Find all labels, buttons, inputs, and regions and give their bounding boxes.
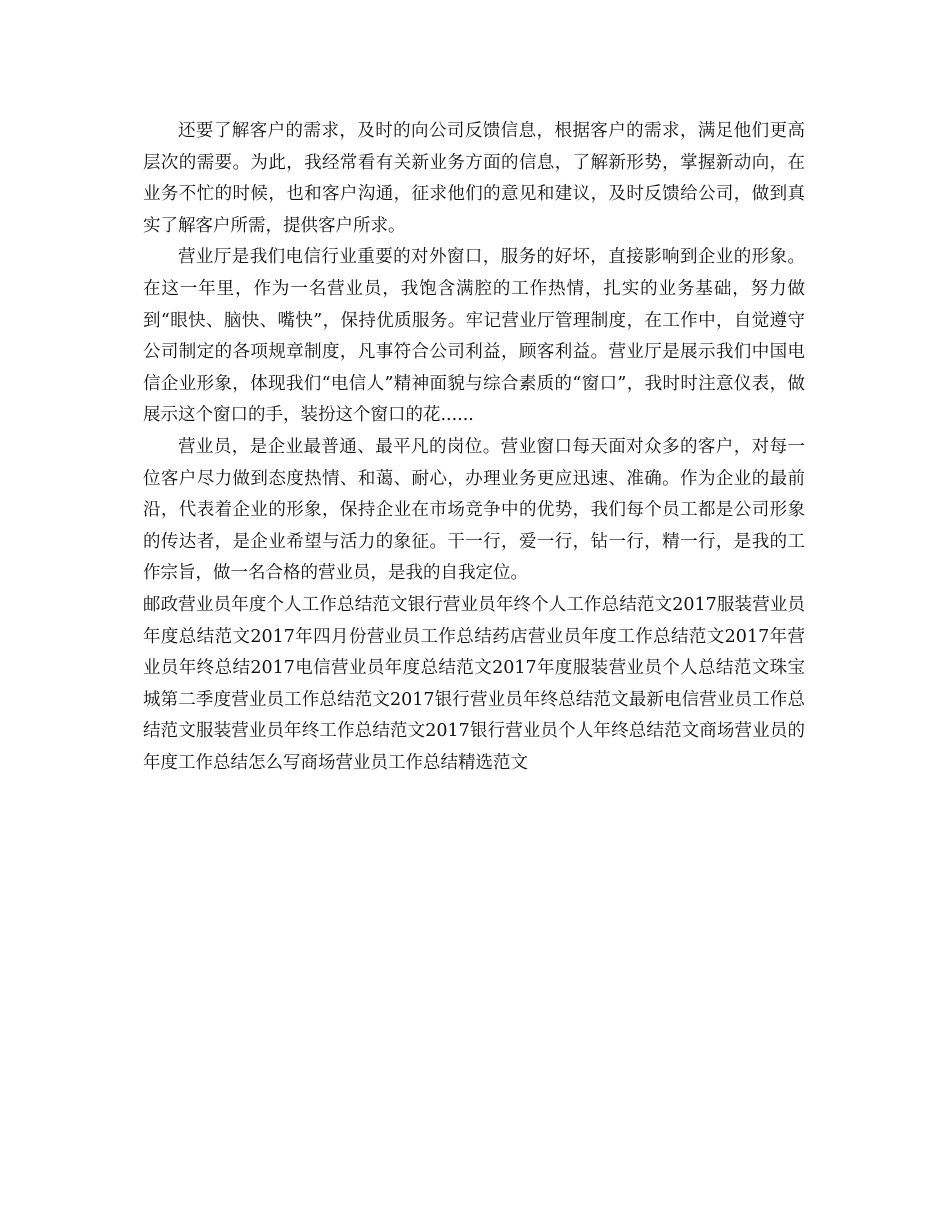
related-article-links[interactable]: 邮政营业员年度个人工作总结范文银行营业员年终个人工作总结范文2017服装营业员年度总结范文2017年四月份营业员工作总结药店营业员年度工作总结范文2017年营业员年终总结2017电信营业员年度总结范文2017年度服装营业员个人总结范文珠宝城第二季度营业员工作总结范文2017银行营业员年终总结范文最新电信营业员工作总结范文服装营业员年终工作总结范文2017银行营业员个人年终总结范文商场营业员的年度工作总结怎么写商场营业员工作总结精选范文: [143, 594, 805, 773]
document-body: [143, 116, 805, 779]
paragraph-service-hall: 营业厅是我们电信行业重要的对外窗口，服务的好坏，直接影响到企业的形象。在这一年里，作为一名营业员，我饱含满腔的工作热情，扎实的业务基础，努力做到“眼快、脑快、嘴快”，保持优质服务。牢记营业厅管理制度，在工作中，自觉遵守公司制定的各项规章制度，凡事符合公司利益，顾客利益。营业厅是展示我们中国电信企业形象，体现我们“电信人”精神面貌与综合素质的“窗口”，我时时注意仪表，做展示这个窗口的手，装扮这个窗口的花......: [143, 247, 805, 426]
paragraph-customer-needs: 还要了解客户的需求，及时的向公司反馈信息，根据客户的需求，满足他们更高层次的需要。为此，我经常看有关新业务方面的信息，了解新形势，掌握新动向，在业务不忙的时候，也和客户沟通，征求他们的意见和建议，及时反馈给公司，做到真实了解客户所需，提供客户所求。: [143, 121, 805, 236]
paragraph-clerk-role: 营业员，是企业最普通、最平凡的岗位。营业窗口每天面对众多的客户，对每一位客户尽力做到态度热情、和蔼、耐心，办理业务更应迅速、准确。作为企业的最前沿，代表着企业的形象，保持企业在市场竞争中的优势，我们每个员工都是公司形象的传达者，是企业希望与活力的象征。干一行，爱一行，钻一行，精一行，是我的工作宗旨，做一名合格的营业员，是我的自我定位。: [143, 436, 805, 584]
